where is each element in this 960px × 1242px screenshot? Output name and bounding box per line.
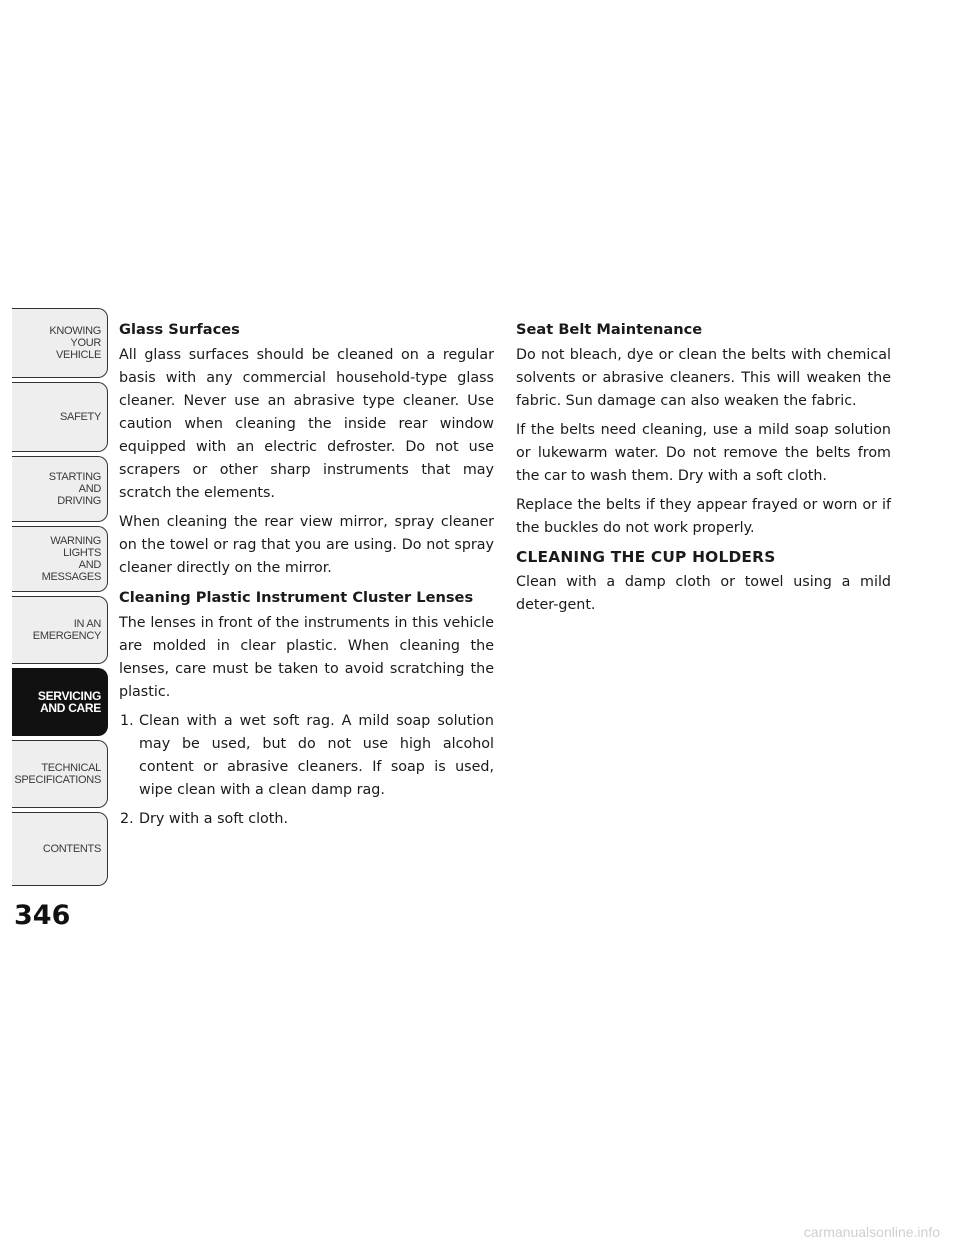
cup-holders-heading: CLEANING THE CUP HOLDERS [516,548,776,566]
tab-label-line: KNOWING [49,325,101,337]
step-text: Clean with a wet soft rag. A mild soap solution may be used, but do not use high alcohol content or abrasive cleaners. If soap is used, wipe clean with a clean damp rag. [139,713,494,798]
chapter-tab-starting-and-driving[interactable] [12,456,108,522]
lens-paragraph-1: The lenses in front of the instruments in this vehicle are molded in clear plastic. When cleaning the lenses, care must be taken to avoid scratching the plastic. [119,615,494,700]
belt-paragraph-1: Do not bleach, dye or clean the belts with chemical solvents or abrasive cleaners. This will weaken the fabric. Sun damage can also weaken the fabric. [516,347,891,409]
tab-label-line: AND CARE [40,701,101,715]
page-number: 346 [14,900,71,931]
chapter-tab-knowing-your-vehicle[interactable] [12,308,108,378]
chapter-tab-safety[interactable] [12,382,108,452]
tab-label-line: STARTING [48,471,101,483]
tab-label-line: IN AN [73,618,101,630]
cup-paragraph-1: Clean with a damp cloth or towel using a mild deter-gent. [516,574,891,613]
lens-steps-list [119,710,494,831]
tab-label-line: TECHNICAL [41,762,101,774]
tab-label-line: CONTENTS [42,843,101,855]
tab-label-line: SPECIFICATIONS [14,774,101,786]
tab-label-line: EMERGENCY [32,630,101,642]
tab-label-line: YOUR [70,337,101,349]
tab-label-line: DRIVING [57,495,101,507]
chapter-tab-contents[interactable] [12,812,108,886]
tab-label-line: AND [78,483,101,495]
list-item [119,808,494,831]
tab-label-line: AND [78,559,101,571]
chapter-tab-servicing-and-care[interactable] [12,668,108,736]
chapter-tab-nav [12,308,108,890]
left-column [119,318,494,837]
tab-label-line: SAFETY [60,411,101,423]
step-number: 2. [120,811,134,827]
tab-label-line: VEHICLE [56,349,101,361]
belt-paragraph-2: If the belts need cleaning, use a mild soap solution or lukewarm water. Do not remove the belts from the car to wash them. Dry with a soft cloth. [516,422,891,484]
tab-label-line: LIGHTS [63,547,101,559]
lens-heading: Cleaning Plastic Instrument Cluster Lenses [119,589,474,606]
glass-paragraph-1: All glass surfaces should be cleaned on a regular basis with any commercial household-type glass cleaner. Never use an abrasive type cleaner. Use caution when cleaning the inside rear window equipped with an electric defroster. Do not use scrapers or other sharp instruments that may scratch the elements. [119,347,494,501]
tab-label-line: MESSAGES [41,571,101,583]
step-number: 1. [120,713,134,729]
tab-label-line: WARNING [50,535,101,547]
seat-belt-heading: Seat Belt Maintenance [516,321,703,338]
chapter-tab-warning-lights-and-messages[interactable] [12,526,108,592]
glass-paragraph-2: When cleaning the rear view mirror, spray cleaner on the towel or rag that you are using. Do not spray cleaner directly on the mirror. [119,514,494,576]
glass-surfaces-heading: Glass Surfaces [119,321,240,338]
belt-paragraph-3: Replace the belts if they appear frayed or worn or if the buckles do not work properly. [516,497,891,536]
tab-label-line: SERVICING [37,689,101,703]
chapter-tab-technical-specifications[interactable] [12,740,108,808]
step-text: Dry with a soft cloth. [139,811,288,827]
watermark-text: carmanualsonline.info [803,1224,940,1240]
chapter-tab-in-an-emergency[interactable] [12,596,108,664]
list-item [119,710,494,802]
right-column [516,318,891,623]
